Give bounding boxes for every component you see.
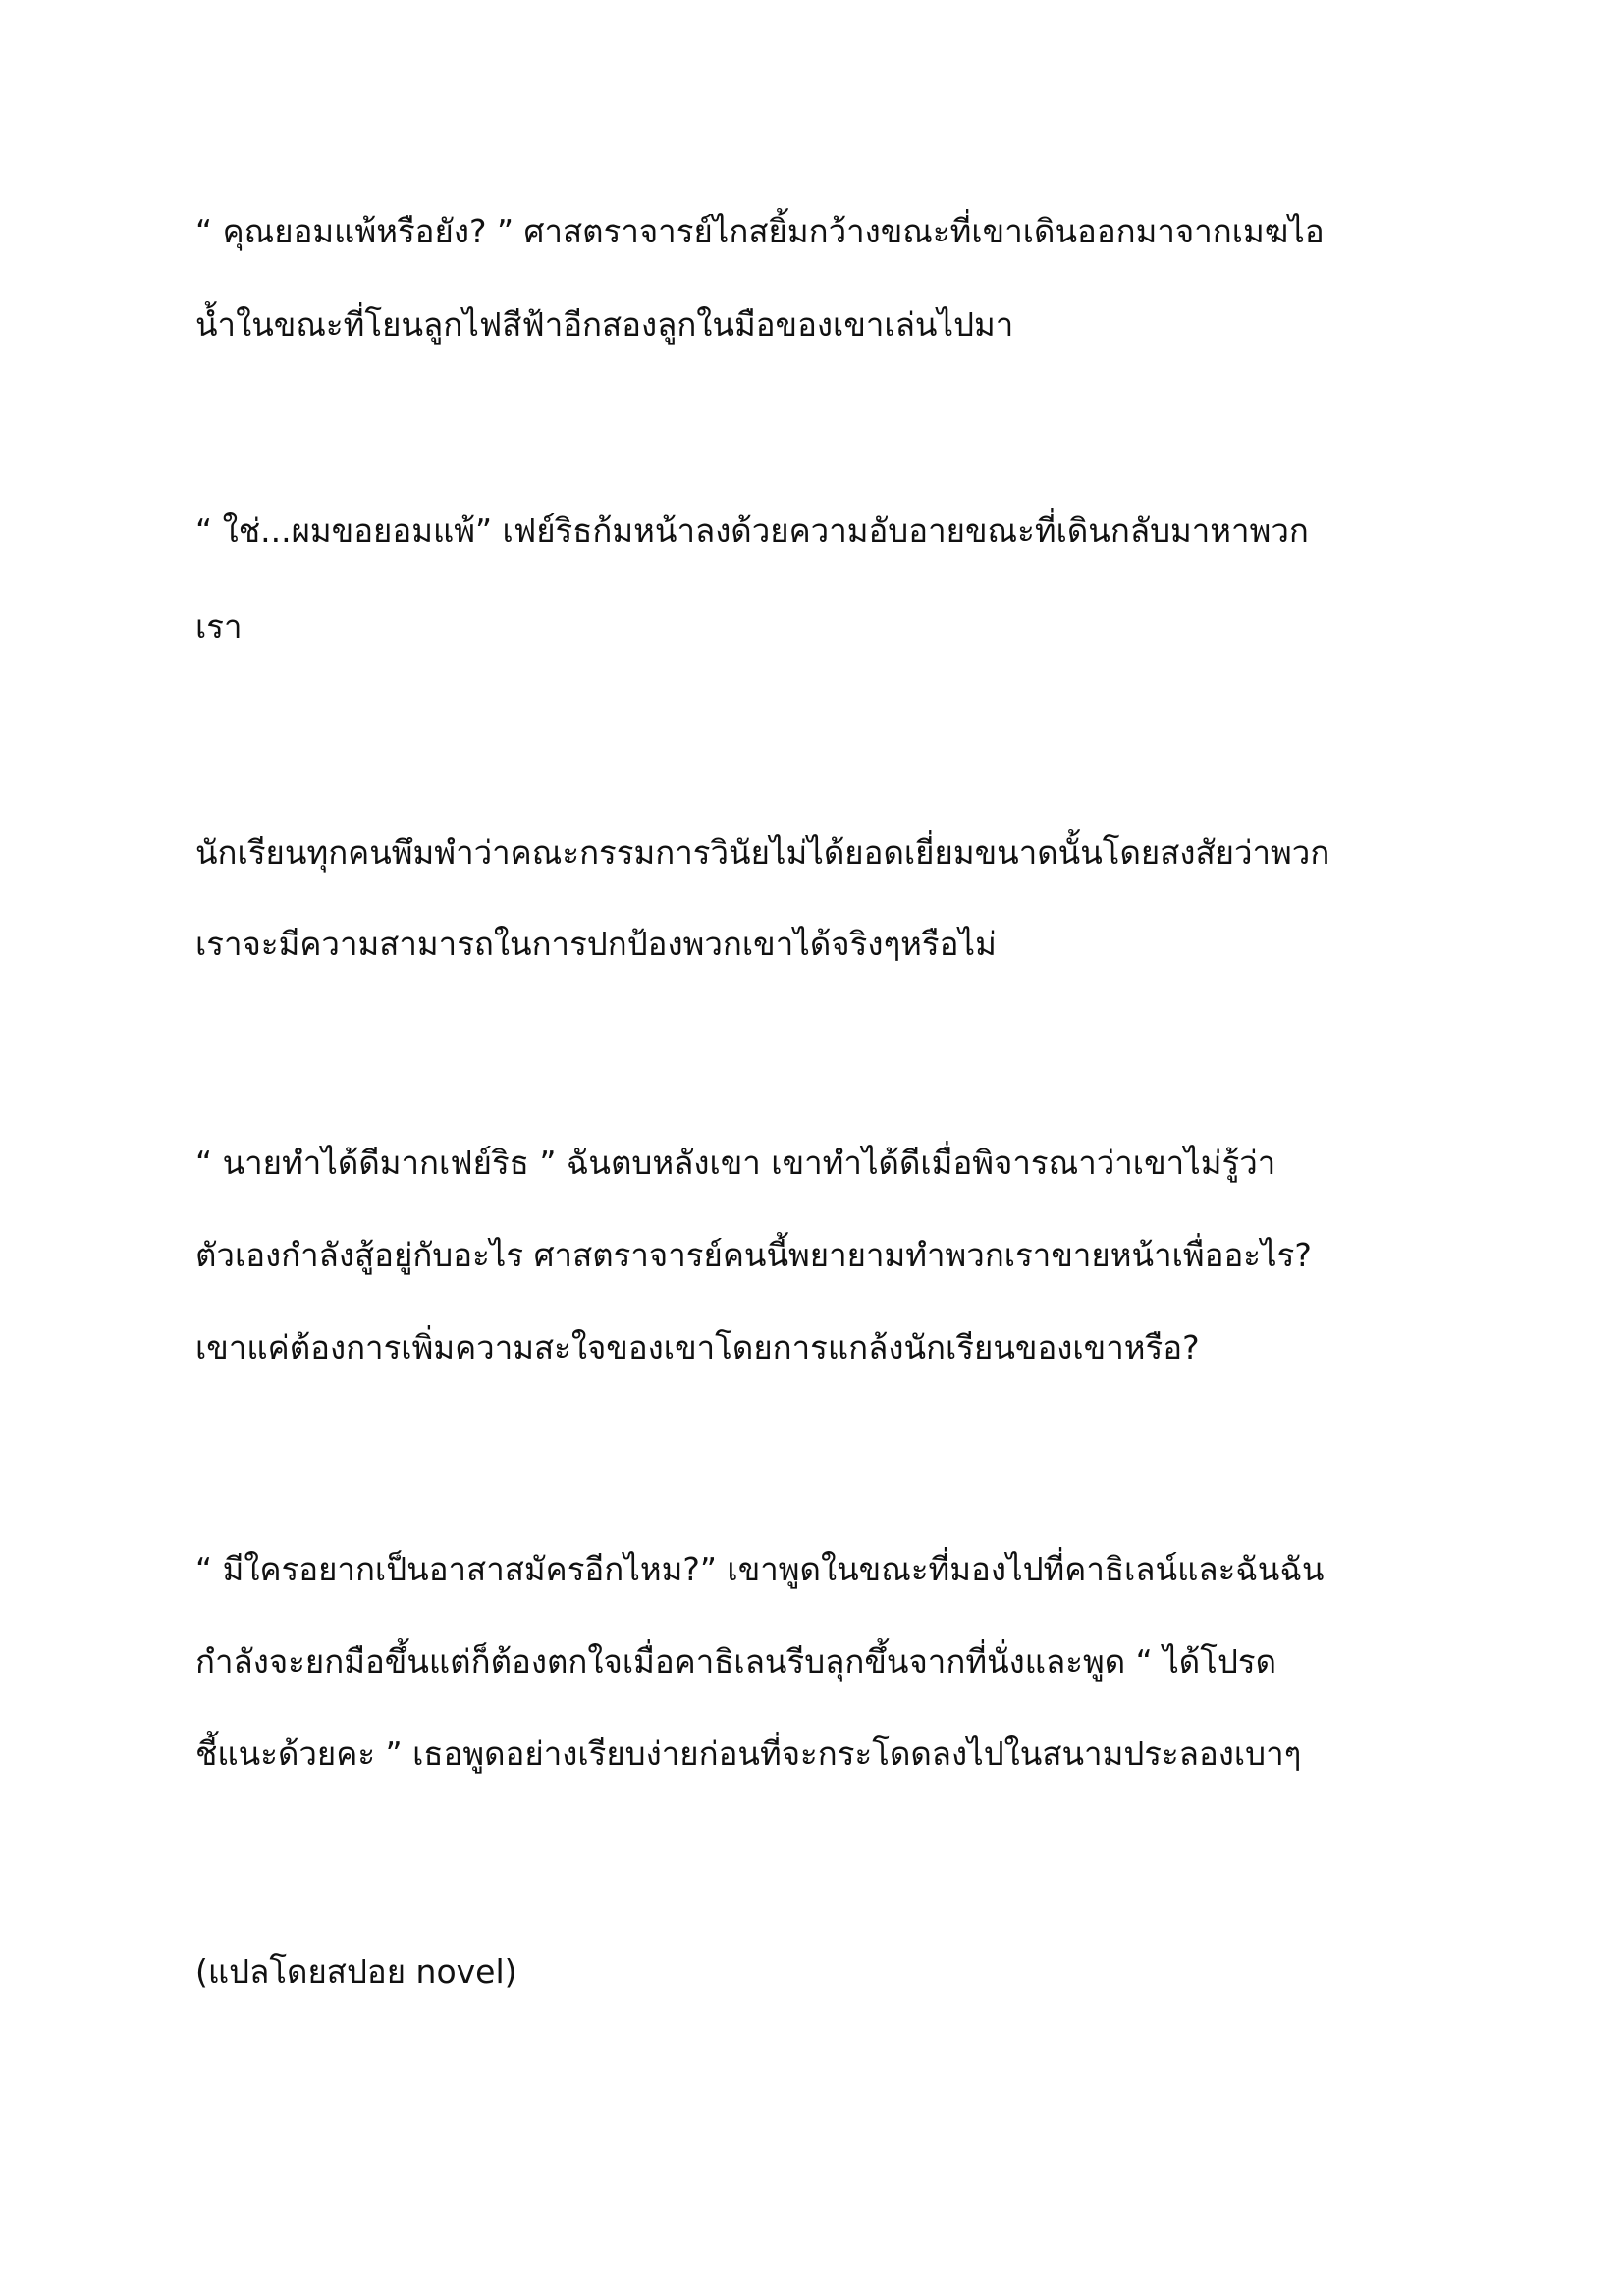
translator-credit: (แปลโดยสปอย novel): [195, 1952, 517, 1991]
paragraph-5-line-3: ชี้แนะด้วยคะ ” เธอพูดอย่างเรียบง่ายก่อนที่จะกระโดดลงไปในสนามประลองเบาๆ: [195, 1735, 1302, 1773]
paragraph-5-line-2: กำลังจะยกมือขึ้นแต่ก็ต้องตกใจเมื่อคาธิเลนรีบลุกขึ้นจากที่นั่งและพูด “ ได้โปรด: [195, 1642, 1277, 1681]
paragraph-1-line-2: น้ำในขณะที่โยนลูกไฟสีฟ้าอีกสองลูกในมือของเขาเล่นไปมา: [195, 305, 1014, 344]
paragraph-5-line-1: “ มีใครอยากเป็นอาสาสมัครอีกไหม?” เขาพูดในขณะที่มองไปที่คาธิเลน์และฉันฉัน: [195, 1550, 1325, 1588]
paragraph-2-line-2: เรา: [195, 608, 243, 646]
paragraph-3-line-1: นักเรียนทุกคนพึมพำว่าคณะกรรมการวินัยไม่ได้ยอดเยี่ยมขนาดนั้นโดยสงสัยว่าพวก: [195, 833, 1330, 872]
paragraph-4-line-1: “ นายทำได้ดีมากเฟย์ริธ ” ฉันตบหลังเขา เขาทำได้ดีเมื่อพิจารณาว่าเขาไม่รู้ว่า: [195, 1144, 1276, 1182]
paragraph-1-line-1: “ คุณยอมแพ้หรือยัง? ” ศาสตราจารย์ไกสยิ้มกว้างขณะที่เขาเดินออกมาจากเมฆไอ: [195, 212, 1325, 250]
paragraph-4-line-2: ตัวเองกำลังสู้อยู่กับอะไร ศาสตราจารย์คนนี้พยายามทำพวกเราขายหน้าเพื่ออะไร?: [195, 1236, 1312, 1274]
paragraph-4-line-3: เขาแค่ต้องการเพิ่มความสะใจของเขาโดยการแกล้งนักเรียนของเขาหรือ?: [195, 1328, 1200, 1366]
paragraph-2-line-1: “ ใช่...ผมขอยอมแพ้” เฟย์ริธก้มหน้าลงด้วยความอับอายขณะที่เดินกลับมาหาพวก: [195, 511, 1309, 550]
paragraph-3-line-2: เราจะมีความสามารถในการปกป้องพวกเขาได้จริงๆหรือไม่: [195, 925, 997, 963]
